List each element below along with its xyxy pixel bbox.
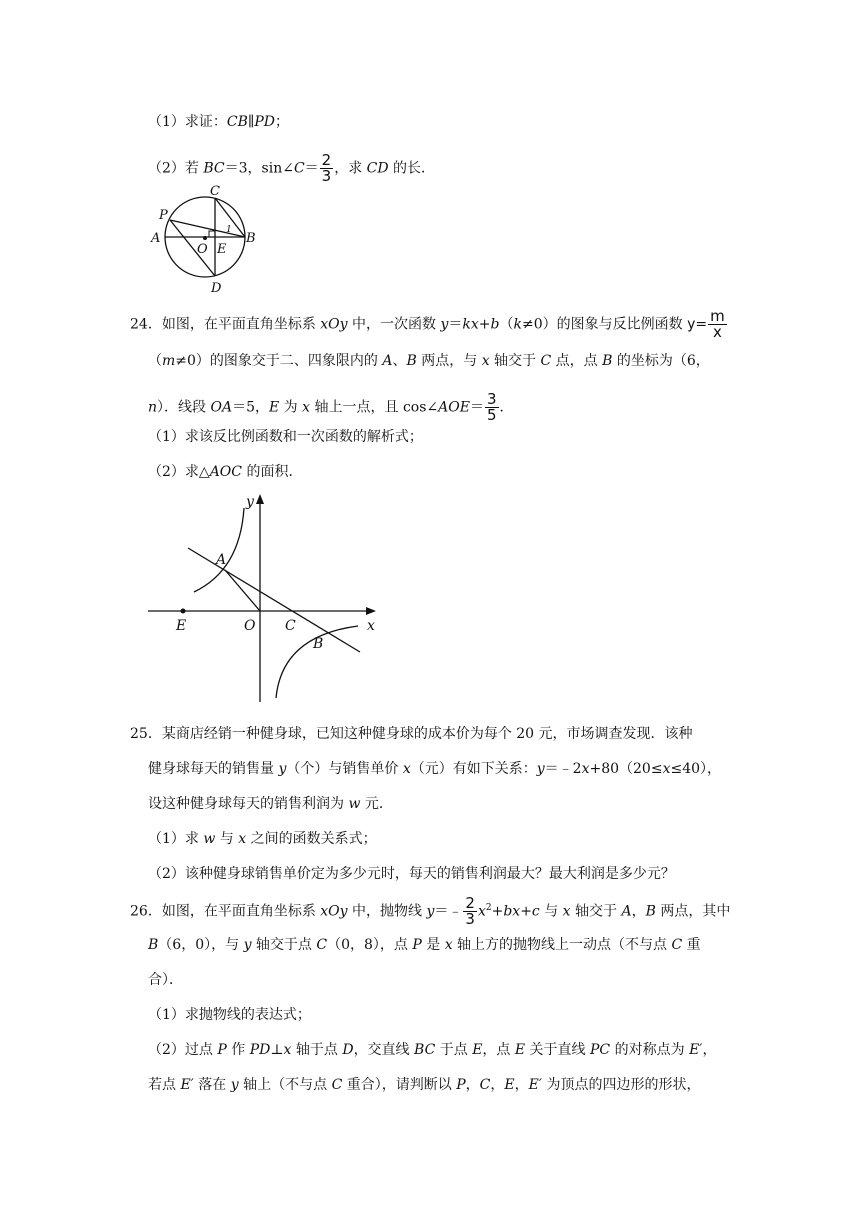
segment-oa bbox=[225, 570, 260, 611]
label-a: A bbox=[216, 552, 227, 568]
q26-line1: 26．如图，在平面直角坐标系 xOy 中，抛物线 y＝﹣ $\frac{2}{3}$ $x^2+bx+c$ 与 x 轴交于 A，B 两点，其中 bbox=[130, 894, 731, 928]
center-dot bbox=[203, 236, 207, 240]
label-c: C bbox=[285, 618, 296, 634]
hyperbola-branch-left bbox=[194, 508, 244, 592]
q25-sub2: （2）该种健身球销售单价定为多少元时，每天的销售利润最大？最大利润是多少元？ bbox=[148, 866, 675, 882]
right-angle-mark bbox=[209, 231, 215, 237]
label-y: y bbox=[246, 494, 254, 510]
label-b: B bbox=[313, 636, 324, 652]
q24-line3: n）．线段 OA＝5，E 为 x 轴上一点，且 cos∠AOE＝ $\frac{3}{5}$ ． bbox=[148, 390, 514, 424]
label-b: B bbox=[246, 231, 256, 246]
label-o: O bbox=[197, 242, 208, 257]
fraction-two-thirds: $\frac{2}{3}$ bbox=[321, 151, 332, 185]
circle-figure bbox=[148, 182, 268, 294]
y-axis-arrow bbox=[256, 494, 264, 504]
label-x: x bbox=[367, 618, 375, 634]
q25-line2: 健身球每天的销售量 y（个）与销售单价 x（元）有如下关系：y＝﹣2x+80（20≤x≤40）， bbox=[148, 761, 722, 777]
q26-line3: 合）． bbox=[148, 972, 183, 988]
x-axis-arrow bbox=[366, 607, 376, 615]
q24-line1: 24．如图，在平面直角坐标系 xOy 中，一次函数 y＝kx+b（k≠0）的图象与反比例函数 y= $\frac{m}{x}$ bbox=[130, 307, 725, 341]
label-o: O bbox=[244, 618, 256, 634]
q24-sub2: （2）求△AOC 的面积． bbox=[148, 464, 303, 480]
label-e: E bbox=[176, 618, 187, 634]
line-ab bbox=[188, 548, 360, 652]
label-angle-1: 1 bbox=[226, 225, 232, 235]
q24-line2: （m≠0）的图象交于二、四象限内的 A、B 两点，与 x 轴交于 C 点，点 B 的坐标为（6， bbox=[148, 353, 710, 369]
fraction-m-over-x: $\frac{m}{x}$ bbox=[710, 307, 725, 341]
q26-sub2-line1: （2）过点 P 作 PD⊥x 轴于点 D，交直线 BC 于点 E，点 E 关于直线 PC 的对称点为 E′， bbox=[148, 1042, 717, 1058]
graph-figure bbox=[148, 488, 388, 704]
label-e: E bbox=[217, 242, 227, 257]
q25-sub1: （1）求 w 与 x 之间的函数关系式； bbox=[148, 831, 377, 847]
label-p: P bbox=[159, 208, 168, 223]
q26-sub1: （1）求抛物线的表达式； bbox=[148, 1007, 311, 1023]
fraction-three-fifths: $\frac{3}{5}$ bbox=[486, 390, 497, 424]
q23-part2: （2）若 BC＝3，sin∠C＝ $\frac{2}{3}$ ，求 CD 的长． bbox=[148, 151, 436, 185]
q26-sub2-line2: 若点 E′ 落在 y 轴上（不与点 C 重合），请判断以 P，C，E，E′ 为顶点的四边形的形状， bbox=[148, 1077, 701, 1093]
q26-line2: B（6，0），与 y 轴交于点 C（0，8），点 P 是 x 轴上方的抛物线上一动点（不与点 C 重 bbox=[148, 937, 701, 953]
q25-line3: 设这种健身球每天的销售利润为 w 元． bbox=[148, 796, 393, 812]
q24-sub1: （1）求该反比例函数和一次函数的解析式； bbox=[148, 429, 423, 445]
point-e bbox=[181, 609, 186, 614]
label-a: A bbox=[151, 231, 161, 246]
label-d: D bbox=[211, 281, 222, 294]
q25-line1: 25．某商店经销一种健身球，已知这种健身球的成本价为每个 20 元，市场调查发现．该种 bbox=[130, 726, 693, 742]
fraction-two-thirds-parabola: $\frac{2}{3}$ bbox=[465, 894, 475, 928]
q23-part1: （1）求证：CB∥PD； bbox=[148, 114, 290, 130]
label-c: C bbox=[210, 184, 220, 199]
